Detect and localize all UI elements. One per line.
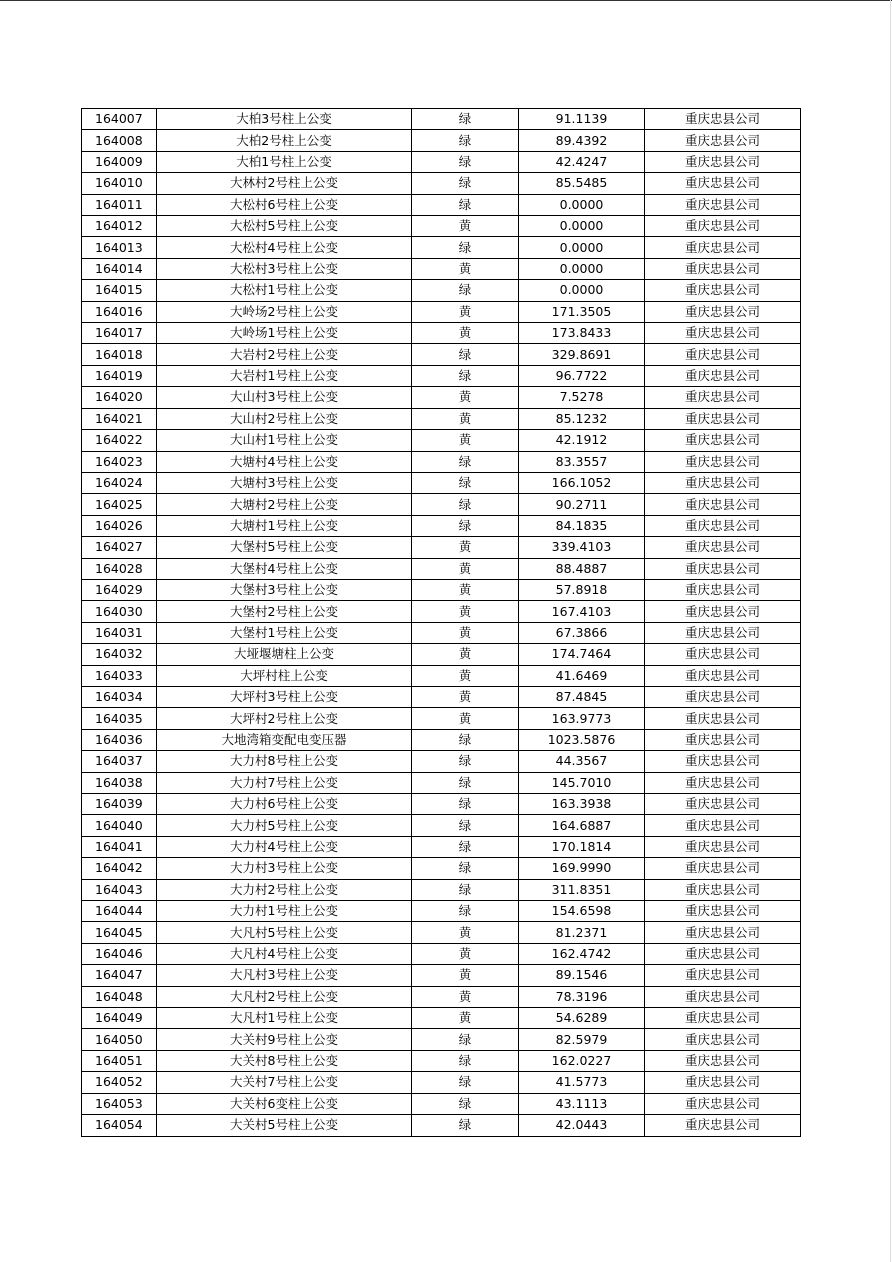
cell-value: 78.3196 [519,986,645,1007]
cell-transformer-name: 大关村6变柱上公变 [157,1093,412,1114]
table-row [82,472,801,493]
cell-transformer-name: 大凡村4号柱上公变 [157,943,412,964]
cell-value: 83.3557 [519,451,645,472]
cell-company: 重庆忠县公司 [645,794,801,815]
cell-transformer-name: 大山村3号柱上公变 [157,387,412,408]
cell-value: 0.0000 [519,258,645,279]
cell-status-color: 绿 [412,194,519,215]
cell-row-id: 164041 [82,836,157,857]
cell-row-id: 164049 [82,1008,157,1029]
table-row [82,986,801,1007]
cell-transformer-name: 大力村3号柱上公变 [157,858,412,879]
cell-transformer-name: 大堡村5号柱上公变 [157,537,412,558]
cell-transformer-name: 大力村1号柱上公变 [157,901,412,922]
table-row [82,194,801,215]
table-row [82,216,801,237]
cell-company: 重庆忠县公司 [645,387,801,408]
cell-row-id: 164025 [82,494,157,515]
cell-transformer-name: 大力村8号柱上公变 [157,751,412,772]
cell-row-id: 164039 [82,794,157,815]
cell-status-color: 绿 [412,815,519,836]
cell-row-id: 164007 [82,109,157,130]
cell-status-color: 黄 [412,408,519,429]
cell-row-id: 164036 [82,729,157,750]
cell-value: 88.4887 [519,558,645,579]
cell-value: 7.5278 [519,387,645,408]
cell-transformer-name: 大关村5号柱上公变 [157,1115,412,1136]
cell-value: 163.3938 [519,794,645,815]
cell-company: 重庆忠县公司 [645,365,801,386]
table-row [82,258,801,279]
cell-transformer-name: 大凡村1号柱上公变 [157,1008,412,1029]
table-row [82,451,801,472]
table-row [82,708,801,729]
cell-value: 166.1052 [519,472,645,493]
cell-value: 1023.5876 [519,729,645,750]
cell-row-id: 164031 [82,622,157,643]
cell-row-id: 164023 [82,451,157,472]
cell-transformer-name: 大岩村1号柱上公变 [157,365,412,386]
table-row [82,1050,801,1071]
cell-row-id: 164020 [82,387,157,408]
cell-status-color: 黄 [412,216,519,237]
cell-row-id: 164046 [82,943,157,964]
cell-value: 171.3505 [519,301,645,322]
cell-value: 89.4392 [519,130,645,151]
cell-company: 重庆忠县公司 [645,515,801,536]
cell-value: 162.4742 [519,943,645,964]
cell-company: 重庆忠县公司 [645,729,801,750]
cell-row-id: 164009 [82,151,157,172]
cell-company: 重庆忠县公司 [645,858,801,879]
cell-status-color: 黄 [412,622,519,643]
cell-company: 重庆忠县公司 [645,879,801,900]
cell-row-id: 164016 [82,301,157,322]
cell-status-color: 绿 [412,729,519,750]
table-row [82,965,801,986]
cell-transformer-name: 大力村4号柱上公变 [157,836,412,857]
cell-company: 重庆忠县公司 [645,151,801,172]
table-row [82,515,801,536]
cell-value: 84.1835 [519,515,645,536]
cell-company: 重庆忠县公司 [645,472,801,493]
cell-value: 0.0000 [519,280,645,301]
cell-value: 67.3866 [519,622,645,643]
cell-status-color: 绿 [412,794,519,815]
table-row [82,130,801,151]
cell-status-color: 绿 [412,879,519,900]
cell-value: 145.7010 [519,772,645,793]
cell-status-color: 绿 [412,1115,519,1136]
cell-status-color: 绿 [412,344,519,365]
cell-value: 96.7722 [519,365,645,386]
cell-status-color: 黄 [412,601,519,622]
cell-value: 57.8918 [519,579,645,600]
table-row [82,1093,801,1114]
table-row [82,1008,801,1029]
cell-transformer-name: 大坪村2号柱上公变 [157,708,412,729]
table-row [82,579,801,600]
table-row [82,901,801,922]
cell-status-color: 绿 [412,151,519,172]
cell-row-id: 164028 [82,558,157,579]
cell-company: 重庆忠县公司 [645,836,801,857]
table-row [82,686,801,707]
table-row [82,751,801,772]
cell-status-color: 绿 [412,130,519,151]
cell-status-color: 黄 [412,965,519,986]
cell-company: 重庆忠县公司 [645,194,801,215]
cell-value: 311.8351 [519,879,645,900]
cell-row-id: 164027 [82,537,157,558]
cell-transformer-name: 大力村5号柱上公变 [157,815,412,836]
cell-row-id: 164018 [82,344,157,365]
table-body [82,109,801,1137]
cell-row-id: 164045 [82,922,157,943]
cell-value: 42.4247 [519,151,645,172]
cell-company: 重庆忠县公司 [645,173,801,194]
cell-value: 329.8691 [519,344,645,365]
cell-transformer-name: 大岭场1号柱上公变 [157,323,412,344]
cell-transformer-name: 大凡村3号柱上公变 [157,965,412,986]
cell-status-color: 黄 [412,430,519,451]
cell-row-id: 164010 [82,173,157,194]
table-row [82,173,801,194]
cell-company: 重庆忠县公司 [645,280,801,301]
cell-value: 167.4103 [519,601,645,622]
cell-company: 重庆忠县公司 [645,601,801,622]
cell-transformer-name: 大松村6号柱上公变 [157,194,412,215]
table-row [82,644,801,665]
cell-transformer-name: 大力村2号柱上公变 [157,879,412,900]
cell-transformer-name: 大凡村5号柱上公变 [157,922,412,943]
cell-transformer-name: 大堡村2号柱上公变 [157,601,412,622]
cell-company: 重庆忠县公司 [645,1050,801,1071]
cell-company: 重庆忠县公司 [645,109,801,130]
cell-status-color: 黄 [412,943,519,964]
cell-row-id: 164047 [82,965,157,986]
table-row [82,494,801,515]
table-row [82,1115,801,1136]
cell-company: 重庆忠县公司 [645,216,801,237]
cell-transformer-name: 大地湾箱变配电变压器 [157,729,412,750]
cell-value: 339.4103 [519,537,645,558]
cell-transformer-name: 大堡村3号柱上公变 [157,579,412,600]
cell-company: 重庆忠县公司 [645,558,801,579]
cell-company: 重庆忠县公司 [645,686,801,707]
table-row [82,815,801,836]
cell-status-color: 黄 [412,644,519,665]
cell-status-color: 黄 [412,579,519,600]
table-row [82,858,801,879]
table-row [82,943,801,964]
cell-status-color: 绿 [412,772,519,793]
cell-status-color: 绿 [412,1072,519,1093]
cell-status-color: 黄 [412,323,519,344]
cell-status-color: 绿 [412,515,519,536]
cell-transformer-name: 大岭场2号柱上公变 [157,301,412,322]
cell-value: 163.9773 [519,708,645,729]
cell-status-color: 黄 [412,922,519,943]
cell-transformer-name: 大塘村4号柱上公变 [157,451,412,472]
cell-company: 重庆忠县公司 [645,665,801,686]
cell-value: 170.1814 [519,836,645,857]
cell-company: 重庆忠县公司 [645,258,801,279]
cell-row-id: 164040 [82,815,157,836]
cell-status-color: 绿 [412,858,519,879]
cell-company: 重庆忠县公司 [645,644,801,665]
cell-status-color: 黄 [412,537,519,558]
cell-transformer-name: 大力村6号柱上公变 [157,794,412,815]
cell-value: 169.9990 [519,858,645,879]
cell-company: 重庆忠县公司 [645,1072,801,1093]
cell-value: 41.5773 [519,1072,645,1093]
cell-company: 重庆忠县公司 [645,1115,801,1136]
cell-status-color: 绿 [412,237,519,258]
cell-status-color: 黄 [412,258,519,279]
cell-row-id: 164048 [82,986,157,1007]
cell-value: 85.5485 [519,173,645,194]
table-row [82,237,801,258]
transformer-table [81,108,801,1137]
table-row [82,387,801,408]
cell-company: 重庆忠县公司 [645,1029,801,1050]
cell-transformer-name: 大关村8号柱上公变 [157,1050,412,1071]
cell-row-id: 164044 [82,901,157,922]
cell-value: 54.6289 [519,1008,645,1029]
cell-value: 82.5979 [519,1029,645,1050]
table-row [82,1029,801,1050]
cell-value: 89.1546 [519,965,645,986]
table-row [82,408,801,429]
cell-company: 重庆忠县公司 [645,772,801,793]
cell-row-id: 164026 [82,515,157,536]
cell-transformer-name: 大松村3号柱上公变 [157,258,412,279]
cell-transformer-name: 大松村1号柱上公变 [157,280,412,301]
cell-row-id: 164038 [82,772,157,793]
cell-row-id: 164050 [82,1029,157,1050]
cell-company: 重庆忠县公司 [645,130,801,151]
cell-value: 44.3567 [519,751,645,772]
cell-transformer-name: 大关村9号柱上公变 [157,1029,412,1050]
table-row [82,922,801,943]
table-row [82,151,801,172]
cell-row-id: 164030 [82,601,157,622]
cell-value: 162.0227 [519,1050,645,1071]
cell-transformer-name: 大松村5号柱上公变 [157,216,412,237]
cell-status-color: 绿 [412,472,519,493]
cell-company: 重庆忠县公司 [645,323,801,344]
cell-status-color: 黄 [412,665,519,686]
cell-company: 重庆忠县公司 [645,1008,801,1029]
table-row [82,622,801,643]
cell-row-id: 164052 [82,1072,157,1093]
cell-company: 重庆忠县公司 [645,622,801,643]
cell-row-id: 164024 [82,472,157,493]
cell-value: 41.6469 [519,665,645,686]
cell-row-id: 164008 [82,130,157,151]
cell-status-color: 黄 [412,708,519,729]
cell-status-color: 黄 [412,558,519,579]
cell-company: 重庆忠县公司 [645,708,801,729]
cell-row-id: 164013 [82,237,157,258]
cell-transformer-name: 大坪村3号柱上公变 [157,686,412,707]
cell-row-id: 164043 [82,879,157,900]
cell-row-id: 164042 [82,858,157,879]
cell-value: 173.8433 [519,323,645,344]
cell-status-color: 绿 [412,173,519,194]
cell-transformer-name: 大凡村2号柱上公变 [157,986,412,1007]
table-row [82,601,801,622]
cell-transformer-name: 大山村2号柱上公变 [157,408,412,429]
cell-company: 重庆忠县公司 [645,344,801,365]
cell-value: 174.7464 [519,644,645,665]
cell-row-id: 164021 [82,408,157,429]
cell-value: 164.6887 [519,815,645,836]
cell-row-id: 164035 [82,708,157,729]
cell-row-id: 164011 [82,194,157,215]
cell-company: 重庆忠县公司 [645,986,801,1007]
cell-company: 重庆忠县公司 [645,943,801,964]
cell-row-id: 164022 [82,430,157,451]
cell-transformer-name: 大塘村3号柱上公变 [157,472,412,493]
table-row [82,430,801,451]
cell-value: 0.0000 [519,237,645,258]
cell-company: 重庆忠县公司 [645,965,801,986]
cell-company: 重庆忠县公司 [645,430,801,451]
cell-transformer-name: 大力村7号柱上公变 [157,772,412,793]
cell-transformer-name: 大塘村2号柱上公变 [157,494,412,515]
cell-transformer-name: 大塘村1号柱上公变 [157,515,412,536]
cell-transformer-name: 大垭堰塘柱上公变 [157,644,412,665]
cell-status-color: 黄 [412,686,519,707]
cell-company: 重庆忠县公司 [645,922,801,943]
table-row [82,772,801,793]
cell-company: 重庆忠县公司 [645,815,801,836]
cell-status-color: 绿 [412,1029,519,1050]
cell-row-id: 164034 [82,686,157,707]
cell-company: 重庆忠县公司 [645,237,801,258]
cell-company: 重庆忠县公司 [645,451,801,472]
cell-company: 重庆忠县公司 [645,751,801,772]
cell-status-color: 绿 [412,901,519,922]
cell-status-color: 黄 [412,387,519,408]
cell-company: 重庆忠县公司 [645,408,801,429]
cell-value: 42.0443 [519,1115,645,1136]
cell-row-id: 164029 [82,579,157,600]
cell-transformer-name: 大山村1号柱上公变 [157,430,412,451]
cell-value: 42.1912 [519,430,645,451]
table-row [82,365,801,386]
cell-transformer-name: 大岩村2号柱上公变 [157,344,412,365]
page-top-border [0,0,892,1]
table-row [82,109,801,130]
cell-status-color: 绿 [412,109,519,130]
table-row [82,558,801,579]
cell-transformer-name: 大柏2号柱上公变 [157,130,412,151]
cell-value: 91.1139 [519,109,645,130]
cell-status-color: 绿 [412,1050,519,1071]
table-row [82,537,801,558]
cell-status-color: 绿 [412,365,519,386]
cell-value: 154.6598 [519,901,645,922]
cell-transformer-name: 大堡村4号柱上公变 [157,558,412,579]
table-row [82,879,801,900]
table-row [82,301,801,322]
cell-row-id: 164037 [82,751,157,772]
cell-row-id: 164053 [82,1093,157,1114]
cell-status-color: 绿 [412,451,519,472]
cell-transformer-name: 大坪村柱上公变 [157,665,412,686]
cell-value: 43.1113 [519,1093,645,1114]
cell-status-color: 黄 [412,986,519,1007]
cell-row-id: 164015 [82,280,157,301]
cell-value: 85.1232 [519,408,645,429]
cell-transformer-name: 大柏1号柱上公变 [157,151,412,172]
cell-value: 0.0000 [519,194,645,215]
table-row [82,794,801,815]
cell-company: 重庆忠县公司 [645,301,801,322]
table-row [82,729,801,750]
cell-company: 重庆忠县公司 [645,494,801,515]
table-row [82,836,801,857]
table-row [82,344,801,365]
table-row [82,323,801,344]
cell-status-color: 黄 [412,301,519,322]
cell-status-color: 绿 [412,836,519,857]
cell-row-id: 164054 [82,1115,157,1136]
cell-transformer-name: 大松村4号柱上公变 [157,237,412,258]
cell-status-color: 绿 [412,494,519,515]
cell-status-color: 绿 [412,1093,519,1114]
cell-transformer-name: 大林村2号柱上公变 [157,173,412,194]
cell-row-id: 164032 [82,644,157,665]
cell-value: 81.2371 [519,922,645,943]
cell-status-color: 黄 [412,1008,519,1029]
cell-row-id: 164033 [82,665,157,686]
cell-company: 重庆忠县公司 [645,1093,801,1114]
cell-row-id: 164019 [82,365,157,386]
cell-row-id: 164012 [82,216,157,237]
table-row [82,665,801,686]
cell-row-id: 164017 [82,323,157,344]
cell-row-id: 164051 [82,1050,157,1071]
cell-company: 重庆忠县公司 [645,579,801,600]
cell-company: 重庆忠县公司 [645,901,801,922]
cell-transformer-name: 大堡村1号柱上公变 [157,622,412,643]
cell-value: 87.4845 [519,686,645,707]
cell-transformer-name: 大关村7号柱上公变 [157,1072,412,1093]
table-row [82,280,801,301]
cell-status-color: 绿 [412,751,519,772]
cell-company: 重庆忠县公司 [645,537,801,558]
table-row [82,1072,801,1093]
cell-value: 0.0000 [519,216,645,237]
cell-status-color: 绿 [412,280,519,301]
cell-value: 90.2711 [519,494,645,515]
cell-transformer-name: 大柏3号柱上公变 [157,109,412,130]
page-right-edge [890,0,891,1262]
cell-row-id: 164014 [82,258,157,279]
